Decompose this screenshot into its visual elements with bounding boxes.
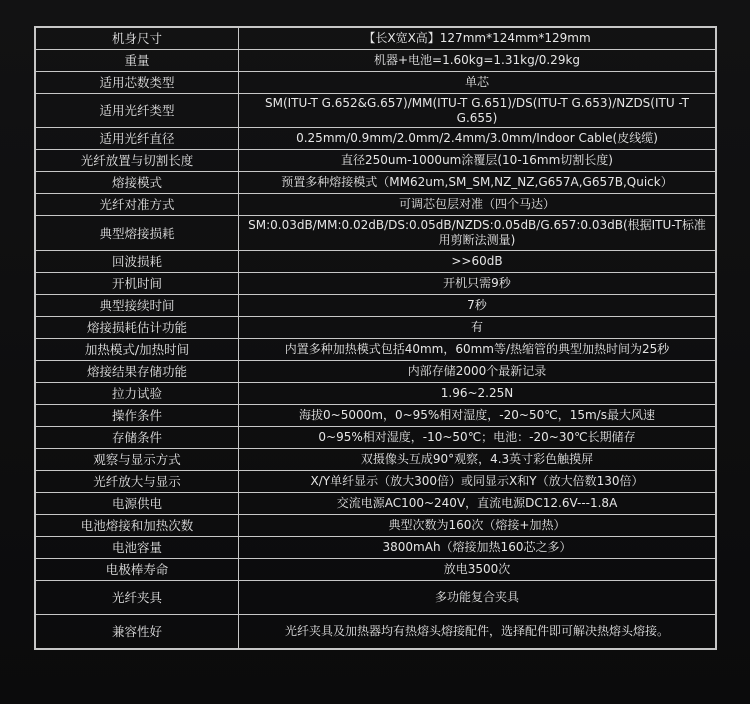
table-row: [35, 515, 716, 537]
spec-value: 有: [239, 317, 717, 339]
spec-label: 光纤夹具: [35, 581, 239, 615]
spec-value: >>60dB: [239, 251, 717, 273]
spec-label: 光纤放置与切割长度: [35, 150, 239, 172]
spec-value: 0~95%相对湿度，-10~50℃；电池：-20~30℃长期储存: [239, 427, 717, 449]
spec-label: 熔接模式: [35, 172, 239, 194]
spec-label: 适用光纤类型: [35, 94, 239, 128]
table-row: [35, 559, 716, 581]
spec-label: 操作条件: [35, 405, 239, 427]
table-row: [35, 128, 716, 150]
spec-label: 兼容性好: [35, 615, 239, 650]
spec-value: 7秒: [239, 295, 717, 317]
spec-label: 回波损耗: [35, 251, 239, 273]
spec-label: 开机时间: [35, 273, 239, 295]
spec-label: 观察与显示方式: [35, 449, 239, 471]
table-row: [35, 27, 716, 50]
spec-label: 熔接结果存储功能: [35, 361, 239, 383]
spec-label: 典型熔接损耗: [35, 216, 239, 251]
spec-label: 光纤对准方式: [35, 194, 239, 216]
table-row: [35, 493, 716, 515]
spec-value: 海拔0~5000m，0~95%相对湿度，-20~50℃，15m/s最大风速: [239, 405, 717, 427]
table-row: [35, 94, 716, 128]
table-row: [35, 317, 716, 339]
spec-value: 放电3500次: [239, 559, 717, 581]
spec-value: 3800mAh（熔接加热160芯之多）: [239, 537, 717, 559]
table-row: [35, 471, 716, 493]
spec-label: 重量: [35, 50, 239, 72]
table-row: [35, 72, 716, 94]
spec-value: 可调芯包层对准（四个马达）: [239, 194, 717, 216]
spec-label: 加热模式/加热时间: [35, 339, 239, 361]
table-row: [35, 295, 716, 317]
spec-value: 【长X宽X高】127mm*124mm*129mm: [239, 27, 717, 50]
table-row: [35, 449, 716, 471]
spec-label: 适用芯数类型: [35, 72, 239, 94]
table-row: [35, 172, 716, 194]
spec-table: [34, 26, 717, 650]
spec-value: 开机只需9秒: [239, 273, 717, 295]
spec-label: 电源供电: [35, 493, 239, 515]
table-row: [35, 50, 716, 72]
spec-value: 预置多种熔接模式（MM62um,SM_SM,NZ_NZ,G657A,G657B,Quick）: [239, 172, 717, 194]
spec-label: 机身尺寸: [35, 27, 239, 50]
spec-value: 内部存储2000个最新记录: [239, 361, 717, 383]
spec-label: 存储条件: [35, 427, 239, 449]
table-row: [35, 339, 716, 361]
spec-value: 内置多种加热模式包括40mm，60mm等/热缩管的典型加热时间为25秒: [239, 339, 717, 361]
table-row: [35, 581, 716, 615]
table-row: [35, 194, 716, 216]
spec-label: 拉力试验: [35, 383, 239, 405]
spec-value: 双摄像头互成90°观察，4.3英寸彩色触摸屏: [239, 449, 717, 471]
table-row: [35, 405, 716, 427]
spec-value: 机器+电池=1.60kg=1.31kg/0.29kg: [239, 50, 717, 72]
spec-label: 电极棒寿命: [35, 559, 239, 581]
spec-label: 典型接续时间: [35, 295, 239, 317]
table-row: [35, 216, 716, 251]
spec-value: SM(ITU-T G.652&G.657)/MM(ITU-T G.651)/DS(ITU-T G.653)/NZDS(ITU -T G.655): [239, 94, 717, 128]
spec-label: 熔接损耗估计功能: [35, 317, 239, 339]
table-row: [35, 537, 716, 559]
spec-value: SM:0.03dB/MM:0.02dB/DS:0.05dB/NZDS:0.05dB/G.657:0.03dB(根据ITU-T标准用剪断法测量): [239, 216, 717, 251]
spec-value: 交流电源AC100~240V，直流电源DC12.6V---1.8A: [239, 493, 717, 515]
table-row: [35, 251, 716, 273]
spec-value: 0.25mm/0.9mm/2.0mm/2.4mm/3.0mm/Indoor Cable(皮线缆): [239, 128, 717, 150]
spec-value: 1.96~2.25N: [239, 383, 717, 405]
table-row: [35, 427, 716, 449]
spec-value: 直径250um-1000um涂覆层(10-16mm切割长度): [239, 150, 717, 172]
table-row: [35, 615, 716, 650]
spec-value: 多功能复合夹具: [239, 581, 717, 615]
spec-label: 电池熔接和加热次数: [35, 515, 239, 537]
spec-value: X/Y单纤显示（放大300倍）或同显示X和Y（放大倍数130倍）: [239, 471, 717, 493]
spec-value: 典型次数为160次（熔接+加热）: [239, 515, 717, 537]
table-row: [35, 383, 716, 405]
spec-label: 光纤放大与显示: [35, 471, 239, 493]
table-row: [35, 150, 716, 172]
table-row: [35, 273, 716, 295]
spec-value: 单芯: [239, 72, 717, 94]
spec-value: 光纤夹具及加热器均有热熔头熔接配件，选择配件即可解决热熔头熔接。: [239, 615, 717, 650]
spec-label: 适用光纤直径: [35, 128, 239, 150]
spec-label: 电池容量: [35, 537, 239, 559]
table-row: [35, 361, 716, 383]
